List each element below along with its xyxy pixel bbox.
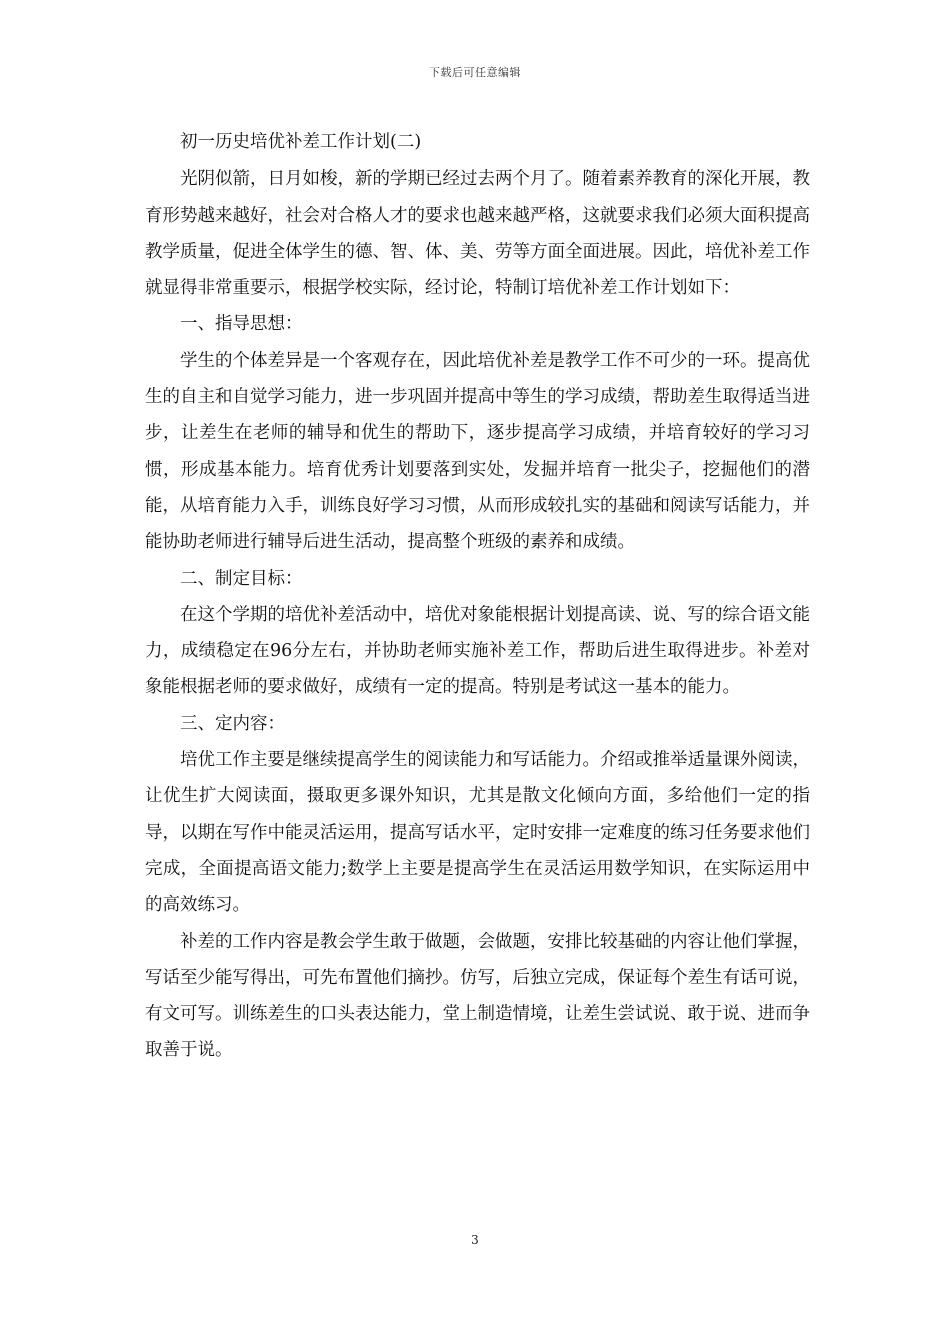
page-number: 3 — [471, 1233, 479, 1247]
section-heading-content: 三、定内容： — [180, 713, 285, 734]
paragraph-intro: 光阴似箭，日月如梭，新的学期已经过去两个月了。随着素养教育的深化开展，教育形势越来越好，社会对合格人才的要求也越来越严格，这就要求我们必须大面积提高教学质量，促进全体学生的德、智、体、美、劳等方面全面进展。因此，培优补差工作就显得非常重要示，根据学校实际，经讨论，特制订培优补差工作计划如下： — [145, 169, 810, 299]
section-heading-goals: 二、制定目标： — [180, 568, 303, 589]
paragraph-guiding-ideology: 学生的个体差异是一个客观存在，因此培优补差是教学工作不可少的一环。提高优生的自主和自觉学习能力，进一步巩固并提高中等生的学习成绩，帮助差生取得适当进步，让差生在老师的辅导和优生的帮助下，逐步提高学习成绩，并培育较好的学习习惯，形成基本能力。培育优秀计划要落到实处，发掘并培育一批尖子，挖掘他们的潜能，从培育能力入手，训练良好学习习惯，从而形成较扎实的基础和阅读写话能力，并能协助老师进行辅导后进生活动，提高整个班级的素养和成绩。 — [145, 350, 810, 553]
section-heading-guiding-ideology: 一、指导思想： — [180, 314, 303, 335]
document-title: 初一历史培优补差工作计划(二) — [180, 132, 422, 152]
paragraph-content-top-students: 培优工作主要是继续提高学生的阅读能力和写话能力。介绍或推举适量课外阅读，让优生扩大阅读面，摄取更多课外知识，尤其是散文化倾向方面，多给他们一定的指导，以期在写作中能灵活运用，提高写话水平，定时安排一定难度的练习任务要求他们完成，全面提高语文能力;数学上主要是提高学生在灵活运用数学知识，在实际运用中的高效练习。 — [145, 750, 810, 916]
paragraph-content-weak-students: 补差的工作内容是教会学生敢于做题，会做题，安排比较基础的内容让他们掌握，写话至少能写得出，可先布置他们摘抄。仿写，后独立完成，保证每个差生有话可说，有文可写。训练差生的口头表达能力，堂上制造情境，让差生尝试说、敢于说、进而争取善于说。 — [145, 931, 810, 1061]
paragraph-goals: 在这个学期的培优补差活动中，培优对象能根据计划提高读、说、写的综合语文能力，成绩稳定在96分左右，并协助老师实施补差工作，帮助后进生取得进步。补差对象能根据老师的要求做好，成绩有一定的提高。特别是考试这一基本的能力。 — [145, 604, 810, 698]
page-header: 下载后可任意编辑 — [429, 66, 521, 79]
document-body — [145, 124, 810, 1069]
